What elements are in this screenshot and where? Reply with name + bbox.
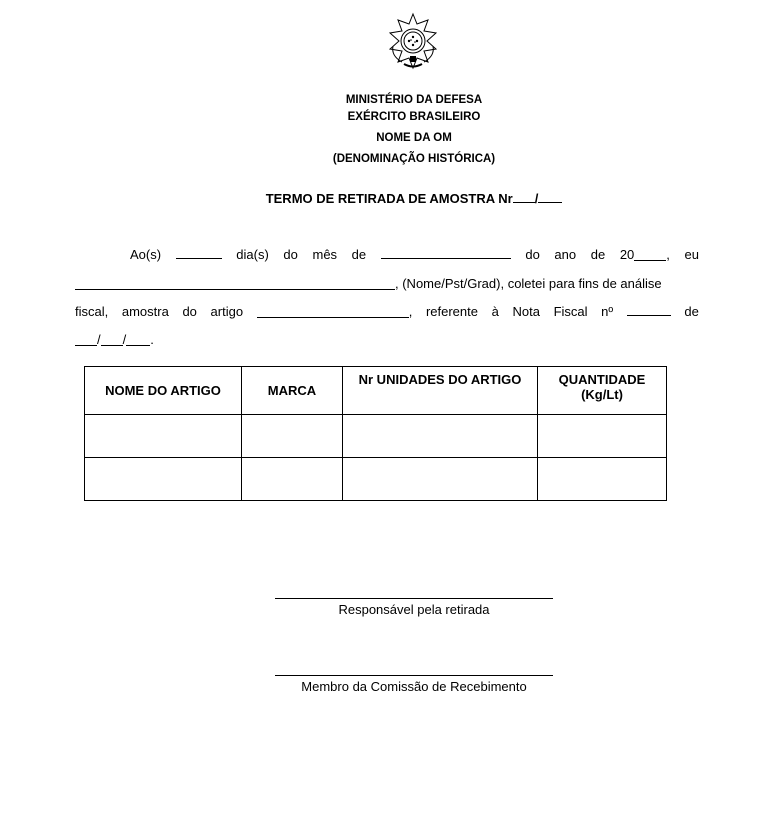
body-line-1 (130, 246, 699, 263)
article-blank[interactable] (257, 305, 409, 318)
body-line-2 (75, 275, 699, 292)
signature-line-responsible[interactable] (275, 598, 553, 599)
sample-table (84, 366, 667, 501)
table-row (85, 415, 667, 458)
table-cell[interactable] (85, 458, 242, 501)
date-month-blank[interactable] (101, 333, 123, 346)
day-blank[interactable] (176, 246, 222, 259)
table-row (85, 458, 667, 501)
table-cell[interactable] (343, 415, 538, 458)
table-header-row (85, 367, 667, 415)
body-text: artigo (210, 304, 244, 319)
body-text: , (666, 247, 670, 262)
document-title-text: TERMO DE RETIRADA DE AMOSTRA Nr (265, 191, 513, 206)
body-text: referente (425, 304, 478, 319)
table-cell[interactable] (242, 458, 343, 501)
table-cell[interactable] (538, 458, 667, 501)
table-cell[interactable] (85, 415, 242, 458)
month-blank[interactable] (381, 246, 511, 259)
body-text: amostra (121, 304, 169, 319)
invoice-number-blank[interactable] (627, 303, 671, 316)
col-header-brand: MARCA (242, 367, 343, 415)
date-separator: / (122, 332, 127, 347)
col-header-quantity: QUANTIDADE (Kg/Lt) (538, 367, 667, 415)
body-text: nº (601, 304, 614, 319)
body-text: 20 (619, 247, 635, 262)
body-text: do (182, 304, 197, 319)
name-rank-blank[interactable] (75, 277, 395, 290)
body-text: , (Nome/Pst/Grad), coletei para fins de análise (395, 276, 662, 291)
table-cell[interactable] (242, 415, 343, 458)
header-army: EXÉRCITO BRASILEIRO (347, 111, 481, 123)
body-text: fiscal, (75, 304, 109, 319)
body-text: de (351, 247, 367, 262)
header-unit-name: NOME DA OM (376, 132, 452, 144)
table-cell[interactable] (343, 458, 538, 501)
col-header-article-name: NOME DO ARTIGO (85, 367, 242, 415)
body-line-3 (75, 303, 699, 320)
body-text: Ao(s) (130, 247, 162, 262)
body-text: eu (684, 247, 699, 262)
body-text: do (283, 247, 298, 262)
header-ministry: MINISTÉRIO DA DEFESA (345, 94, 483, 106)
signature-line-commission[interactable] (275, 675, 553, 676)
col-header-units: Nr UNIDADES DO ARTIGO (343, 367, 538, 415)
body-text: ano (554, 247, 577, 262)
date-year-blank[interactable] (126, 333, 150, 346)
year-digits-blank[interactable] (634, 248, 666, 261)
body-text: à (491, 304, 499, 319)
body-text: de (590, 247, 606, 262)
coat-of-arms-emblem (384, 12, 442, 70)
title-separator: / (534, 191, 539, 206)
body-line-4 (75, 331, 699, 348)
date-day-blank[interactable] (75, 333, 97, 346)
body-text: do (525, 247, 540, 262)
body-text: mês (312, 247, 338, 262)
date-separator: / (97, 332, 101, 347)
body-text: . (150, 332, 154, 347)
year-blank[interactable] (538, 191, 562, 203)
document-title (0, 191, 772, 206)
table-cell[interactable] (538, 415, 667, 458)
signature-label-responsible: Responsável pela retirada (338, 602, 490, 617)
body-text: Fiscal (553, 304, 588, 319)
signature-label-commission: Membro da Comissão de Recebimento (301, 679, 527, 694)
header-historic-name: (DENOMINAÇÃO HISTÓRICA) (332, 153, 496, 165)
number-blank[interactable] (513, 191, 535, 203)
body-text: , (408, 304, 413, 319)
body-text: dia(s) (236, 247, 269, 262)
body-text: de (684, 304, 699, 319)
body-text: Nota (512, 304, 540, 319)
